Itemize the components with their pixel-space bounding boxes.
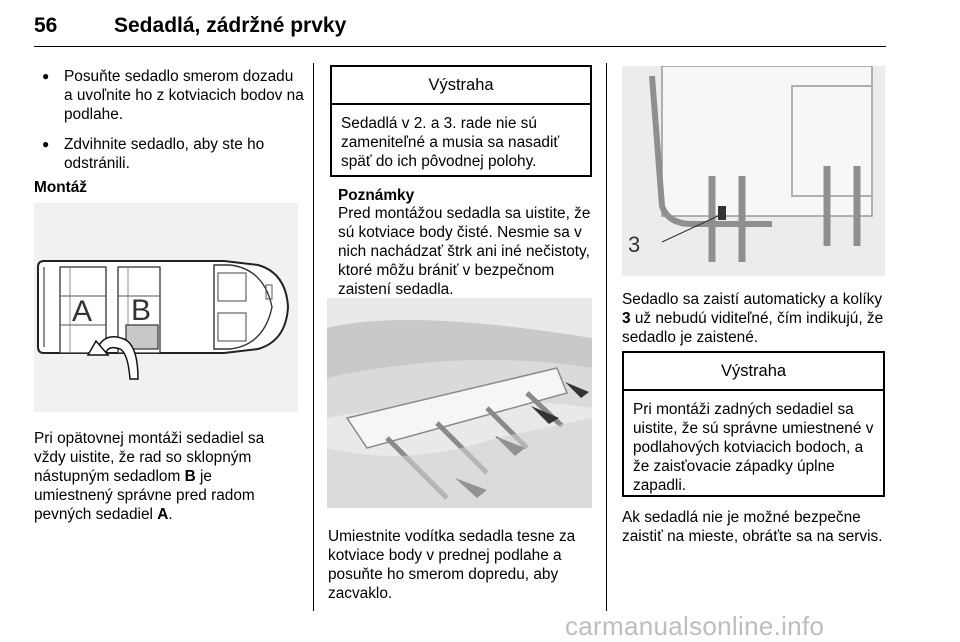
- list-item-text: Posuňte sedadlo smerom dozadu a uvoľnite ho z kotviacich bodov na podlahe.: [64, 68, 304, 123]
- warning-title: Výstraha: [332, 67, 590, 105]
- bullet-icon: ●: [42, 69, 50, 83]
- page-title: Sedadlá, zádržné prvky: [114, 14, 347, 37]
- locking-pins-illustration: [622, 66, 885, 276]
- figure-label-a: A: [72, 295, 93, 328]
- watermark: carmanualsonline.info: [565, 611, 825, 641]
- van-seat-diagram: [34, 203, 298, 412]
- warning-box: [330, 65, 592, 177]
- warning-title: Výstraha: [624, 353, 883, 391]
- seat-rails-figure: [327, 298, 592, 508]
- list-item-text: Zdvihnite sedadlo, aby ste ho odstránili.: [64, 136, 265, 172]
- figure-label-3: 3: [628, 232, 641, 257]
- install-paragraph: Umiestnite vodítka sedadla tesne za kotviace body v prednej podlahe a posuňte ho smerom dopredu, aby zacvaklo.: [328, 528, 576, 602]
- note-text: Pred montážou sedadla sa uistite, že sú kotviace body čisté. Nesmie sa v nich nachádzať štrk ani iné nečistoty, ktoré môžu brániť v bezpečnom zaistení sedadla.: [338, 205, 591, 298]
- warning-text: Pri montáži zadných sedadiel sa uistite, že sú správne umiestnené v podlahových kotviacich bodoch, a že zaisťovacie západky úplne zapadli.: [633, 401, 874, 494]
- bullet-icon: ●: [42, 137, 50, 151]
- seat-layout-figure: [34, 203, 298, 412]
- column-divider-1: [313, 63, 314, 611]
- list-item: [34, 67, 304, 124]
- figure-label-b: B: [131, 294, 152, 327]
- list-item: [34, 135, 304, 173]
- page-number: 56: [34, 14, 58, 37]
- seat-rails-illustration: [327, 298, 592, 508]
- warning-text: Sedadlá v 2. a 3. rade nie sú zameniteľné a musia sa nasadiť späť do ich pôvodnej polohy.: [341, 115, 560, 170]
- locking-pins-figure: [622, 66, 885, 276]
- section-heading: Montáž: [34, 179, 88, 196]
- step-list: [34, 67, 304, 184]
- lock-paragraph: Sedadlo sa zaistí automaticky a kolíky 3 už nebudú viditeľné, čím indikujú, že sedadlo je zaistené.: [622, 291, 884, 346]
- reinstall-paragraph: Pri opätovnej montáži sedadiel sa vždy uistite, že rad so sklopným nástupným sedadlom B je umiestnený správne pred radom pevných sedadiel A.: [34, 430, 265, 523]
- note-title: Poznámky: [338, 187, 415, 204]
- warning-box-2: [622, 351, 885, 497]
- service-paragraph: Ak sedadlá nie je možné bezpečne zaistiť na mieste, obráťte sa na servis.: [622, 509, 883, 545]
- header-divider: [34, 46, 886, 47]
- column-divider-2: [606, 63, 607, 611]
